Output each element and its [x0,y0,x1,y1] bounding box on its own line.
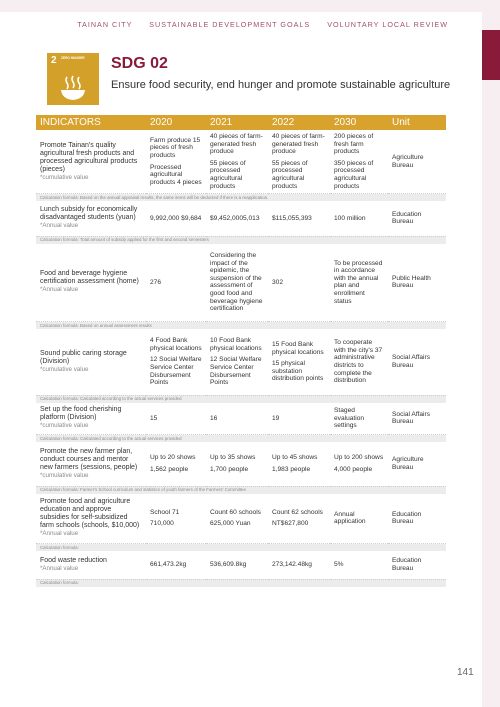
cell-2022: 19 [268,403,330,435]
cell-2030: Staged evaluation settings [330,403,388,435]
value-type: *cumulative value [40,422,89,430]
cell-2022 [268,329,330,395]
formula-row [36,236,446,244]
header-2022: 2022 [268,115,330,130]
table-row [36,130,446,194]
cell-2021: 536,609.8kg [206,551,268,579]
value-type: *cumulative value [40,173,89,181]
cell-unit: Education Bureau [388,201,446,236]
formula-text: Calculation formula: Based on annual assessment results [36,322,446,330]
header-2020: 2020 [146,115,206,130]
cell-2022: 302 [268,244,330,322]
cell-unit: Education Bureau [388,551,446,579]
cell-2020 [146,442,206,486]
table-row [36,403,446,435]
cell-2022: $115,055,393 [268,201,330,236]
value-2022-a: Count 62 schools [272,508,323,516]
indicator-name: Set up the food cherishing platform (Division) [40,406,122,422]
cell-2030 [330,130,388,194]
indicator-name: Promote Tainan's quality agricultural fresh products and processed agricultural products (pieces) [40,141,138,173]
header-indicators: INDICATORS [36,115,146,130]
cell-2030: To cooperate with the city's 37 administrative districts to complete the distribution [330,329,388,395]
header-sdg: SUSTAINABLE DEVELOPMENT GOALS [149,20,311,29]
header-2021: 2021 [206,115,268,130]
sdg-subtitle: Ensure food security, end hunger and promote sustainable agriculture [111,79,451,91]
formula-text: Calculation formula: Calculated according to the actual services provided [36,395,446,403]
indicator-cell [36,244,146,322]
table-row [36,442,446,486]
value-2020-a: School 71 [150,508,180,516]
value-2030-a: 200 pieces of fresh farm products [334,133,374,156]
table-row [36,329,446,395]
formula-text: Calculation formula: [36,579,446,587]
value-2020-b: 1,562 people [150,465,189,473]
cell-2020: 15 [146,403,206,435]
indicator-cell [36,130,146,194]
value-2020-b: Processed agricultural products 4 pieces [150,163,202,186]
value-2022-b: 55 pieces of processed agricultural products [272,159,308,190]
table-header-row [36,115,446,130]
cell-2022 [268,442,330,486]
indicator-name: Sound public caring storage (Division) [40,349,127,365]
value-2022-a: 15 Food Bank physical locations [272,340,324,356]
indicator-cell [36,442,146,486]
formula-row [36,486,446,494]
indicator-name: Promote food and agriculture education and approve subsidies for self-subsidized farm schools (schools, $10,000) [40,498,140,530]
formula-row [36,395,446,403]
table-row [36,494,446,544]
value-2021-b: 12 Social Welfare Service Center Disbursement Points [210,356,262,387]
cell-2021: 16 [206,403,268,435]
cell-2020: 276 [146,244,206,322]
formula-row [36,579,446,587]
table-row [36,551,446,579]
sdg2-icon [47,53,99,105]
header-2030: 2030 [330,115,388,130]
value-2020-b: 710,000 [150,520,174,528]
running-header [0,20,448,29]
value-2021-a: Count 60 schools [210,508,261,516]
table-row [36,244,446,322]
cell-unit: Agriculture Bureau [388,442,446,486]
value-2020-a: Farm produce 15 pieces of fresh products [150,136,201,159]
value-type: *Annual value [40,564,79,572]
formula-row [36,194,446,202]
formula-text: Calculation formula: Calculated according to the actual services provided [36,435,446,443]
value-2030-b: 350 pieces of processed agricultural products [334,159,374,190]
indicator-name: Food and beverage hygiene certification assessment (home) [40,270,139,286]
value-2021-b: 625,000 Yuan [210,520,251,528]
value-type: *Annual value [40,286,79,294]
value-2022-b: NT$627,800 [272,520,309,528]
cell-2021 [206,329,268,395]
value-2022-a: Up to 45 shows [272,454,318,462]
cell-2030: 5% [330,551,388,579]
indicator-cell [36,403,146,435]
sdg-title: SDG 02 [111,55,168,72]
cell-2030: Annual application [330,494,388,544]
table-body [36,130,446,587]
header-city: TAINAN CITY [77,20,133,29]
cell-2022: 273,142.48kg [268,551,330,579]
header-vlr: VOLUNTARY LOCAL REVIEW [327,20,448,29]
formula-row [36,322,446,330]
indicator-cell [36,329,146,395]
indicator-name: Promote the new farmer plan, conduct courses and mentor new farmers (sessions, people) [40,447,138,471]
cell-2030: To be processed in accordance with the annual plan and enrollment status [330,244,388,322]
value-type: *Annual value [40,530,79,538]
value-2030-a: Up to 200 shows [334,454,384,462]
cell-2020 [146,130,206,194]
cell-2030: 100 million [330,201,388,236]
formula-text: Calculation formula: [36,544,446,552]
cell-2020: 661,473.2kg [146,551,206,579]
cell-unit: Agriculture Bureau [388,130,446,194]
sdg-icon-label: ZERO HUNGER [61,56,85,60]
indicator-name: Food waste reduction [40,556,107,564]
value-type: *cumulative value [40,365,89,373]
bowl-icon [59,75,87,101]
value-2021-a: Up to 35 shows [210,454,256,462]
formula-text: Calculation formula: Total amount of subsidy applied for the first and second semesters [36,236,446,244]
table-row [36,201,446,236]
value-type: *cumulative value [40,471,89,479]
value-2020-b: 12 Social Welfare Service Center Disbursement Points [150,356,202,387]
indicator-cell [36,494,146,544]
value-2020-a: 4 Food Bank physical locations [150,337,202,352]
value-2020-a: Up to 20 shows [150,454,196,462]
indicator-cell [36,201,146,236]
cell-2021: Considering the impact of the epidemic, the suspension of the assessment of good food and beverage hygiene certification [206,244,268,322]
value-2022-b: 15 physical substation distribution points [272,360,324,383]
cell-unit: Social Affairs Bureau [388,403,446,435]
cell-unit: Education Bureau [388,494,446,544]
top-band [0,0,500,12]
cell-2021 [206,442,268,486]
formula-row [36,435,446,443]
value-2021-a: 10 Food Bank physical locations [210,337,262,352]
value-2021-b: 1,700 people [210,465,249,473]
value-type: *Annual value [40,222,79,230]
cell-unit: Public Health Bureau [388,244,446,322]
cell-2020: 9,992,000 $9,684 [146,201,206,236]
value-2022-a: 40 pieces of farm-generated fresh produce [272,133,325,156]
cell-2020 [146,329,206,395]
cell-2021 [206,494,268,544]
page-number: 141 [457,667,474,678]
cell-2020 [146,494,206,544]
indicators-table [36,115,446,587]
cell-2022 [268,130,330,194]
formula-row [36,544,446,552]
sdg-icon-number: 2 [51,55,57,66]
value-2030-b: 4,000 people [334,465,373,473]
cell-2021 [206,130,268,194]
indicator-cell [36,551,146,579]
cell-2030 [330,442,388,486]
indicator-name: Lunch subsidy for economically disadvantaged students (yuan) [40,206,138,222]
value-2021-b: 55 pieces of processed agricultural products [210,159,246,190]
formula-text: Calculation formula: Farmer's School curriculum and statistics of youth farmers of the Farmers' Committee [36,486,446,494]
side-accent [482,30,500,80]
cell-2022 [268,494,330,544]
value-2022-b: 1,983 people [272,465,311,473]
formula-text: Calculation formula: Based on the annual appraisal results, the same items will be deducted if there is a reapplication. [36,194,446,202]
header-unit: Unit [388,115,446,130]
side-strip [482,12,500,707]
value-2021-a: 40 pieces of farm-generated fresh produce [210,133,263,156]
cell-unit: Social Affairs Bureau [388,329,446,395]
cell-2021: $9,452,0005,013 [206,201,268,236]
